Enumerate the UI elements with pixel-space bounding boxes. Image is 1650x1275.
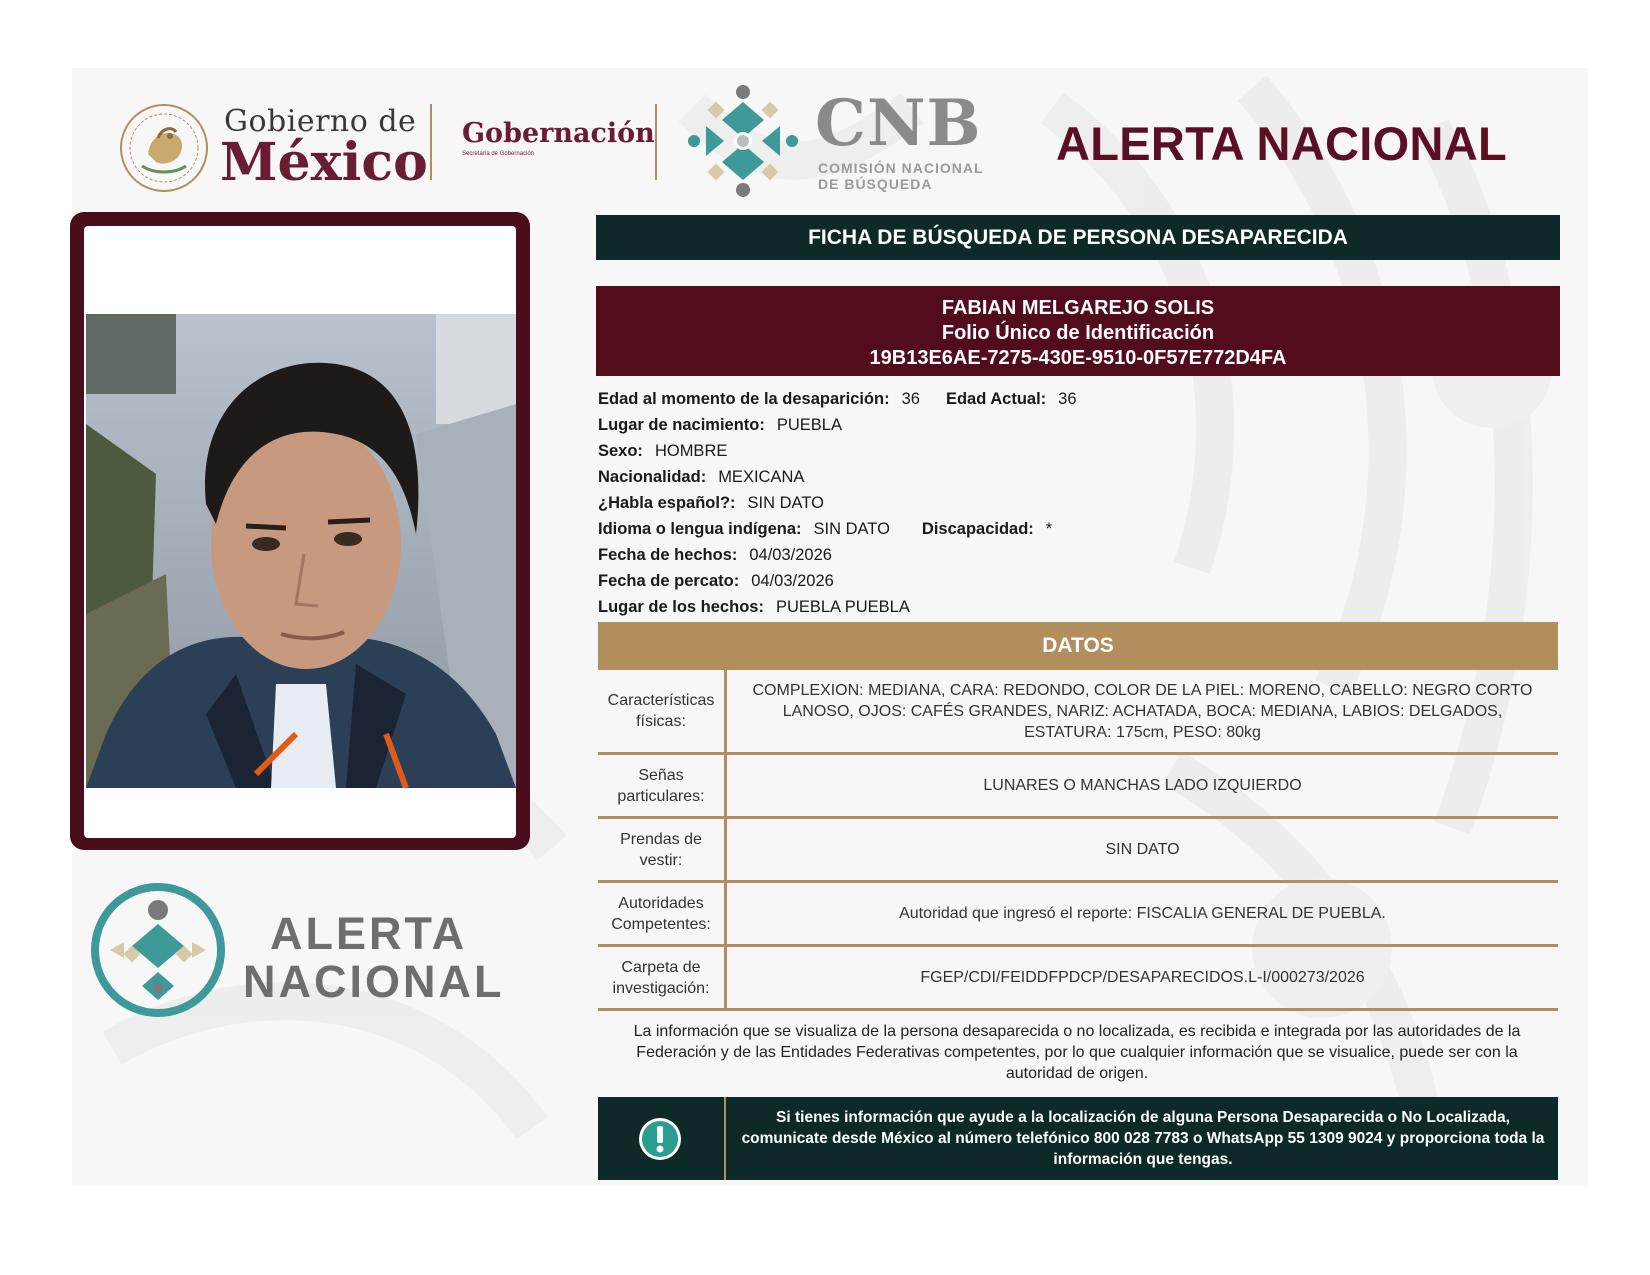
datos-row (598, 819, 1558, 883)
datos-header: DATOS (598, 622, 1558, 670)
cnb-emblem-icon (684, 82, 802, 200)
datos-table (598, 670, 1558, 1011)
gobernacion-subtext: Secretaría de Gobernación (462, 151, 535, 157)
alerta-emblem-icon (88, 880, 228, 1020)
disclaimer-text: La información que se visualiza de la persona desaparecida o no localizada, es recibida e integrada por las autoridades de la Federación y de las Entidades Federativas competentes, por lo que cualquier información que se visualice, puede ser con la autoridad de origen. (633, 1023, 1521, 1082)
edad-desaparicion-value: 36 (901, 390, 920, 408)
discapacidad-value: * (1045, 520, 1053, 538)
edad-desaparicion-label: Edad al momento de la desaparición: (598, 390, 890, 408)
edad-actual-label: Edad Actual: (945, 390, 1047, 408)
lugar-nacimiento-label: Lugar de nacimiento: (598, 416, 765, 434)
discapacidad-label: Discapacidad: (921, 520, 1034, 538)
datos-row-value: Autoridad que ingresó el reporte: FISCALIA GENERAL DE PUEBLA. (899, 905, 1386, 922)
gobernacion-logo (462, 118, 655, 157)
info-row-nacionalidad (598, 464, 1558, 490)
habla-espanol-label: ¿Habla español?: (598, 494, 736, 512)
cnb-subtitle-line2: DE BÚSQUEDA (818, 176, 933, 192)
gobierno-de-text: Gobierno de (224, 104, 417, 139)
datos-row (598, 883, 1558, 947)
datos-row-value: LUNARES O MANCHAS LADO IZQUIERDO (983, 777, 1302, 794)
info-row-habla (598, 490, 1558, 516)
header-divider (655, 104, 657, 180)
fecha-percato-value: 04/03/2026 (751, 572, 834, 590)
info-row-idioma (598, 516, 1558, 542)
person-name: FABIAN MELGAREJO SOLIS (941, 297, 1215, 319)
cnb-subtitle (818, 160, 984, 192)
datos-row-label: Carpeta de investigación: (598, 947, 727, 1008)
habla-espanol-value: SIN DATO (747, 494, 824, 512)
info-row-lugar-nacimiento (598, 412, 1558, 438)
exclamation-icon (598, 1097, 726, 1180)
cnb-subtitle-line1: COMISIÓN NACIONAL (818, 160, 984, 176)
info-row-fecha-percato (598, 568, 1558, 594)
idioma-value: SIN DATO (813, 520, 890, 538)
ficha-title-bar: FICHA DE BÚSQUEDA DE PERSONA DESAPARECIDA (596, 215, 1560, 260)
folio-number: 19B13E6AE-7275-430E-9510-0F57E772D4FA (869, 347, 1287, 369)
fecha-percato-label: Fecha de percato: (598, 572, 740, 590)
fecha-hechos-value: 04/03/2026 (749, 546, 832, 564)
alerta-nacional-logo (88, 880, 508, 1030)
alerta-logo-line1: ALERTA (270, 908, 468, 959)
coat-of-arms-icon (118, 102, 210, 194)
info-row-edad (598, 386, 1558, 412)
datos-row-value: SIN DATO (1105, 841, 1180, 858)
person-photo (86, 314, 516, 788)
folio-label: Folio Único de Identificación (941, 322, 1215, 344)
lugar-hechos-label: Lugar de los hechos: (598, 598, 764, 616)
contact-banner (598, 1097, 1558, 1180)
datos-row-label: Señas particulares: (598, 755, 727, 816)
photo-frame (70, 212, 530, 850)
nacionalidad-value: MEXICANA (718, 468, 805, 486)
person-info (598, 386, 1558, 620)
idioma-label: Idioma o lengua indígena: (598, 520, 802, 538)
datos-row (598, 755, 1558, 819)
header-divider (430, 104, 432, 180)
contact-icon-cell (598, 1097, 726, 1180)
info-row-fecha-hechos (598, 542, 1558, 568)
datos-row (598, 947, 1558, 1011)
edad-actual-value: 36 (1058, 390, 1077, 408)
datos-row-label: Prendas de vestir: (598, 819, 727, 880)
datos-row (598, 670, 1558, 755)
datos-row-value: COMPLEXION: MEDIANA, CARA: REDONDO, COLOR DE LA PIEL: MORENO, CABELLO: NEGRO CORTO LANOSO, OJOS: CAFÉS GRANDES, NARIZ: ACHATADA, BOCA: MEDIANA, LABIOS: DELGADOS, ESTATURA: 175cm, PESO: 80kg (752, 681, 1533, 741)
cnb-abbreviation: CNB (815, 86, 982, 161)
sexo-value: HOMBRE (654, 442, 728, 460)
person-name-bar (596, 286, 1560, 376)
datos-row-label: Autoridades Competentes: (598, 883, 727, 944)
gobierno-de-mexico-logo (118, 100, 428, 193)
info-row-lugar-hechos (598, 594, 1558, 620)
nacionalidad-label: Nacionalidad: (598, 468, 707, 486)
fecha-hechos-label: Fecha de hechos: (598, 546, 738, 564)
alerta-logo-line2: NACIONAL (243, 956, 505, 1007)
lugar-nacimiento-value: PUEBLA (776, 416, 842, 434)
datos-row-value: FGEP/CDI/FEIDDFPDCP/DESAPARECIDOS.L-I/000273/2026 (920, 969, 1365, 986)
info-row-sexo (598, 438, 1558, 464)
lugar-hechos-value: PUEBLA PUEBLA (775, 598, 910, 616)
contact-message: Si tienes información que ayude a la localización de alguna Persona Desaparecida o No Localizada, comunicate desde México al número telefónico 800 028 7783 o WhatsApp 55 1309 9024 y proporciona toda la información que tengas. (741, 1109, 1545, 1168)
alerta-nacional-title: ALERTA NACIONAL (1056, 117, 1507, 170)
datos-row-label: Características físicas: (598, 670, 727, 752)
mexico-text: México (220, 132, 428, 193)
gobernacion-text: Gobernación (462, 118, 655, 149)
sexo-label: Sexo: (598, 442, 643, 460)
